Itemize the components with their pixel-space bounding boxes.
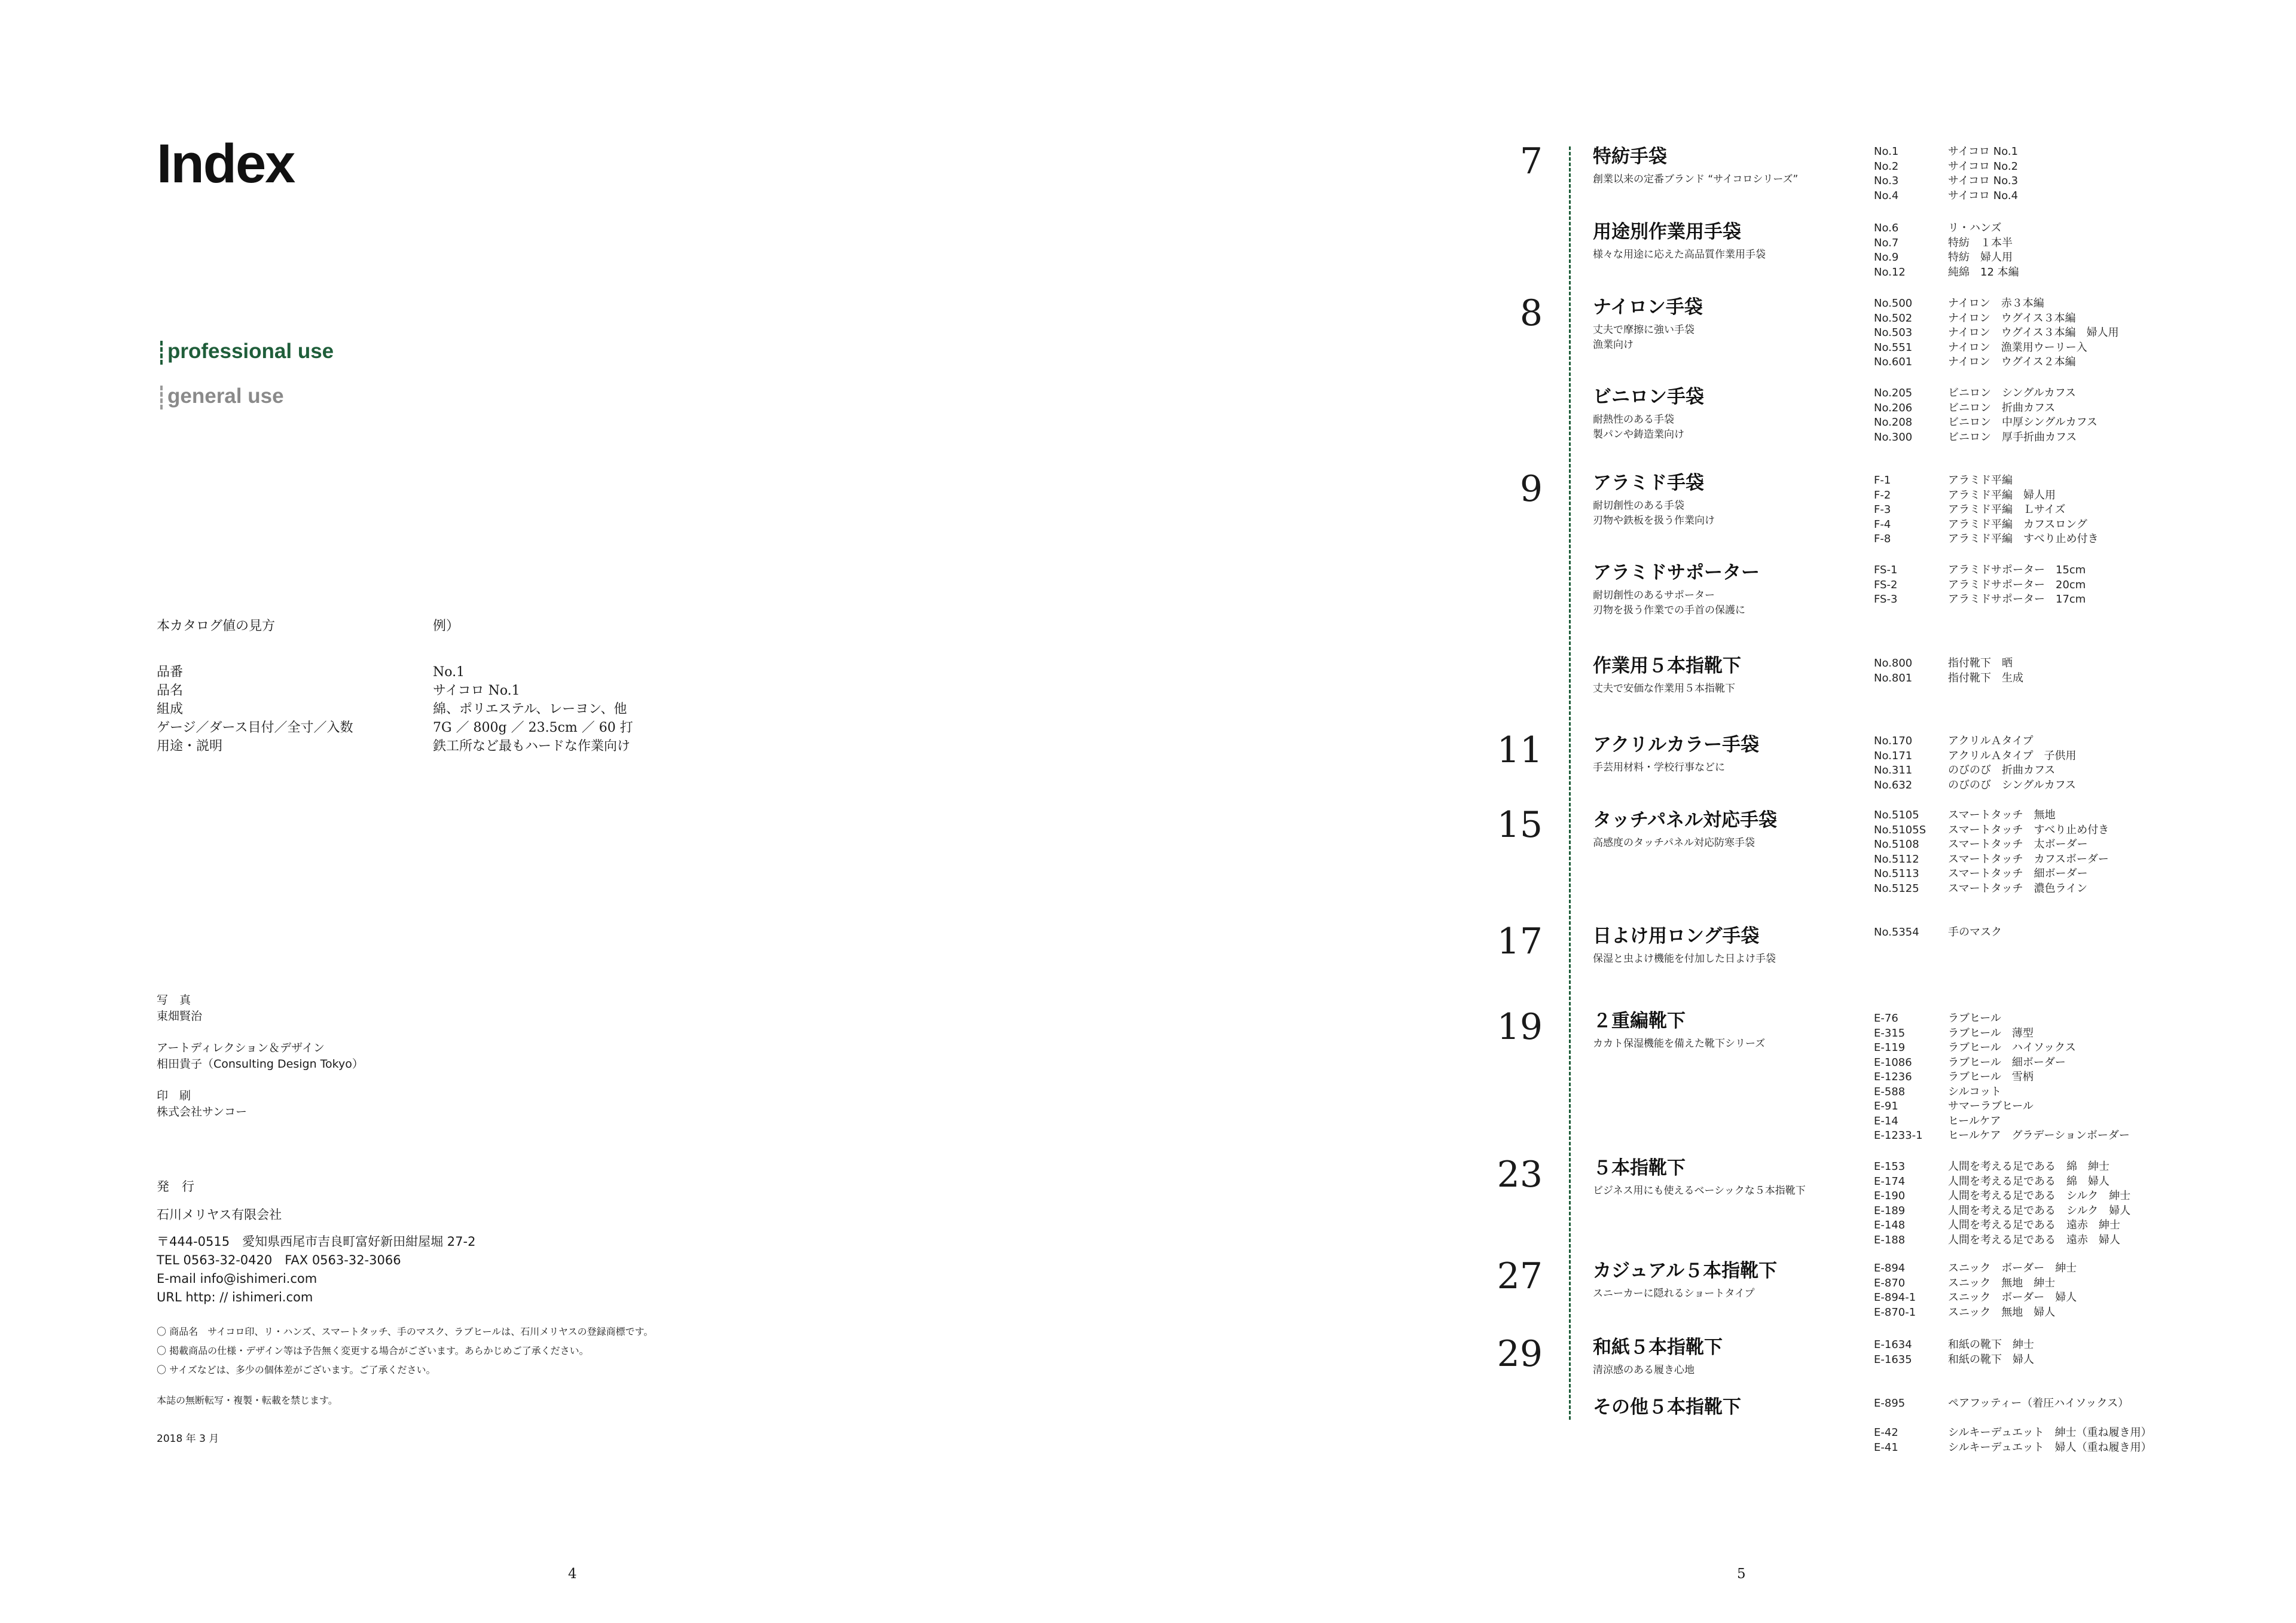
item-row: No.800 指付靴下 晒	[1874, 657, 2013, 670]
page-number-left: 4	[568, 1566, 577, 1582]
page-ref: 27	[1497, 1255, 1543, 1297]
legend-label: ゲージ／ダース目付／全寸／入数	[157, 720, 353, 735]
item-row: No.208 ビニロン 中厚シングルカフス	[1874, 416, 2097, 429]
item-row: E-1635 和紙の靴下 婦人	[1874, 1353, 2034, 1366]
publisher-caption: 発 行	[157, 1179, 194, 1194]
item-row: E-1634 和紙の靴下 紳士	[1874, 1338, 2034, 1351]
legend-value: サイコロ No.1	[433, 683, 520, 698]
copyright: 本誌の無断転写・複製・転載を禁じます。	[157, 1395, 338, 1406]
section-work-gloves: 用途別作業用手袋 様々な用途に応えた高品質作業用手袋	[1593, 221, 1766, 261]
item-row: E-190 人間を考える足である シルク 紳士	[1874, 1190, 2131, 1202]
item-row: No.801 指付靴下 生成	[1874, 671, 2023, 684]
publisher-info	[157, 1178, 475, 1307]
legend-value: 7G ／ 800g ／ 23.5cm ／ 60 打	[433, 720, 633, 735]
item-row: No.206 ビニロン 折曲カフス	[1874, 401, 2056, 414]
legend-values	[433, 617, 672, 756]
item-row: No.632 のびのび シングルカフス	[1874, 778, 2076, 791]
legend-header-value: 例）	[433, 619, 460, 634]
item-row: FS-1 アラミドサポーター 15cm	[1874, 564, 2086, 576]
item-row: F-2 アラミド平編 婦人用	[1874, 488, 2056, 502]
credit-design: アートディレクション＆デザイン 相田貴子（Consulting Design Tokyo）	[157, 1041, 364, 1071]
dashed-marker	[160, 341, 163, 365]
notes	[157, 1322, 653, 1380]
item-row: E-1233-1 ヒールケア グラデーションボーダー	[1874, 1129, 2130, 1142]
item-row: No.170 アクリルＡタイプ	[1874, 735, 2034, 747]
legend-labels	[157, 617, 408, 756]
item-row-spacer	[1874, 1411, 2152, 1426]
section-aramid-gloves: アラミド手袋 耐切創性のある手袋 刃物や鉄板を扱う作業向け	[1593, 472, 1715, 527]
item-row: No.5125 スマートタッチ 濃色ライン	[1874, 882, 2088, 895]
item-row: No.6 リ・ハンズ	[1874, 222, 2002, 234]
general-use-label: general use	[160, 384, 284, 409]
section-vinylon-gloves: ビニロン手袋 耐熱性のある手袋 製パンや鋳造業向け	[1593, 386, 1704, 441]
credit-photo: 写 真 東畑賢治	[157, 994, 203, 1023]
item-row: No.1 サイコロ No.1	[1874, 145, 2019, 158]
page-title: Index	[157, 133, 295, 194]
page-ref: 15	[1497, 804, 1543, 846]
items-five-toe-socks	[1874, 1160, 2130, 1248]
legend-label: 品名	[157, 683, 184, 698]
item-row: No.5113 スマートタッチ 細ボーダー	[1874, 867, 2088, 880]
item-row: E-91 サマーラブヒール	[1874, 1100, 2034, 1112]
item-row: E-1236 ラブヒール 雪柄	[1874, 1071, 2034, 1083]
item-row: E-870-1 スニック 無地 婦人	[1874, 1306, 2056, 1319]
legend-value: No.1	[433, 665, 465, 680]
page-ref: 8	[1519, 292, 1543, 334]
item-row: E-1086 ラブヒール 細ボーダー	[1874, 1056, 2066, 1069]
legend-label: 用途・説明	[157, 739, 223, 754]
item-row: No.300 ビニロン 厚手折曲カフス	[1874, 430, 2077, 444]
items-acrylic-gloves	[1874, 734, 2077, 793]
items-tokubo-gloves	[1874, 145, 2018, 203]
note: 〇 サイズなどは、多少の個体差がございます。ご了承ください。	[157, 1364, 436, 1376]
item-row: E-188 人間を考える足である 遠赤 婦人	[1874, 1233, 2120, 1246]
issue-date: 2018 年 3 月	[157, 1433, 219, 1445]
legend-header-label: 本カタログ値の見方	[157, 619, 276, 634]
section-touchpanel-gloves: タッチパネル対応手袋 高感度のタッチパネル対応防寒手袋	[1593, 809, 1778, 849]
item-row: F-1 アラミド平編	[1874, 474, 2013, 487]
items-casual-toe-socks	[1874, 1261, 2077, 1320]
section-casual-toe-socks: カジュアル５本指靴下 スニーカーに隠れるショートタイプ	[1593, 1260, 1778, 1300]
page-ref: 29	[1497, 1333, 1543, 1375]
section-work-toe-socks: 作業用５本指靴下 丈夫で安価な作業用５本指靴下	[1593, 655, 1741, 695]
items-nylon-gloves	[1874, 297, 2119, 370]
section-five-toe-socks: ５本指靴下 ビジネス用にも使えるベーシックな５本指靴下	[1593, 1157, 1806, 1197]
item-row: E-119 ラブヒール ハイソックス	[1874, 1041, 2076, 1054]
item-row: No.551 ナイロン 漁業用ウーリー入	[1874, 341, 2087, 354]
item-row: E-894-1 スニック ボーダー 婦人	[1874, 1291, 2077, 1304]
item-row: F-8 アラミド平編 すべり止め付き	[1874, 533, 2099, 545]
items-double-knit-socks	[1874, 1011, 2130, 1144]
item-row: No.171 アクリルＡタイプ 子供用	[1874, 749, 2077, 762]
publisher-address: 〒444-0515 愛知県西尾市吉良町富好新田紺屋堀 27-2	[157, 1234, 476, 1249]
credits	[157, 992, 364, 1136]
note: 〇 商品名 サイコロ印、リ・ハンズ、スマートタッチ、手のマスク、ラブヒールは、石川メリヤスの登録商標です。	[157, 1326, 654, 1337]
item-row: E-76 ラブヒール	[1874, 1012, 2001, 1025]
dashed-marker	[160, 386, 163, 409]
item-row: F-4 アラミド平編 カフスロング	[1874, 518, 2087, 531]
item-row: FS-2 アラミドサポーター 20cm	[1874, 578, 2086, 591]
item-row: F-3 アラミド平編 Ｌサイズ	[1874, 503, 2066, 516]
items-other-toe-socks	[1874, 1396, 2152, 1455]
page-ref: 23	[1497, 1154, 1543, 1196]
publisher-email: E-mail info@ishimeri.com	[157, 1271, 317, 1286]
item-row: E-588 シルコット	[1874, 1085, 2002, 1098]
item-row: No.205 ビニロン シングルカフス	[1874, 387, 2076, 399]
item-row: E-315 ラブヒール 薄型	[1874, 1026, 2034, 1040]
page-ref: 11	[1497, 729, 1543, 771]
item-row: No.5105 スマートタッチ 無地	[1874, 809, 2056, 821]
publisher-company: 石川メリヤス有限会社	[157, 1208, 282, 1222]
legend-value: 鉄工所など最もハードな作業向け	[433, 739, 631, 754]
section-other-toe-socks: その他５本指靴下	[1593, 1396, 1741, 1418]
items-touchpanel-gloves	[1874, 808, 2109, 896]
item-row: E-41 シルキーデュエット 婦人（重ね履き用）	[1874, 1441, 2152, 1454]
item-row: E-895 ペアフッティー（着圧ハイソックス）	[1874, 1397, 2129, 1410]
page-ref: 19	[1497, 1006, 1543, 1048]
item-row: No.500 ナイロン 赤３本編	[1874, 297, 2044, 310]
legend-label: 品番	[157, 665, 184, 680]
item-row: No.503 ナイロン ウグイス３本編 婦人用	[1874, 326, 2119, 339]
item-row: E-189 人間を考える足である シルク 婦人	[1874, 1204, 2131, 1217]
legend-label: 組成	[157, 702, 184, 717]
section-acrylic-gloves: アクリルカラー手袋 手芸用材料・学校行事などに	[1593, 734, 1760, 774]
section-tokubo-gloves: 特紡手袋 創業以来の定番ブランド “サイコロシリーズ”	[1593, 146, 1799, 185]
items-washi-toe-socks	[1874, 1338, 2034, 1367]
item-row: No.502 ナイロン ウグイス３本編	[1874, 311, 2076, 325]
dashed-divider	[1569, 146, 1571, 1420]
page-number-right: 5	[1737, 1566, 1746, 1582]
item-row: No.9 特紡 婦人用	[1874, 251, 2013, 264]
publisher-url: URL http: // ishimeri.com	[157, 1290, 313, 1304]
item-row: E-870 スニック 無地 紳士	[1874, 1276, 2056, 1289]
item-row: No.4 サイコロ No.4	[1874, 189, 2019, 202]
item-row: E-14 ヒールケア	[1874, 1114, 2001, 1127]
item-row: No.12 純綿 12 本編	[1874, 265, 2019, 279]
publisher-phone: TEL 0563-32-0420 FAX 0563-32-3066	[157, 1253, 401, 1267]
item-row: E-153 人間を考える足である 綿 紳士	[1874, 1160, 2109, 1173]
items-work-gloves	[1874, 221, 2019, 280]
item-row: No.311 のびのび 折曲カフス	[1874, 764, 2056, 777]
item-row: E-894 スニック ボーダー 紳士	[1874, 1262, 2077, 1274]
item-row: No.7 特紡 １本半	[1874, 236, 2013, 249]
item-row: No.3 サイコロ No.3	[1874, 175, 2019, 187]
item-row: No.5112 スマートタッチ カフスボーダー	[1874, 852, 2109, 866]
page-ref: 9	[1519, 468, 1543, 510]
item-row: E-174 人間を考える足である 綿 婦人	[1874, 1175, 2109, 1188]
section-washi-toe-socks: 和紙５本指靴下 清涼感のある履き心地	[1593, 1337, 1723, 1376]
section-aramid-supporter: アラミドサポーター 耐切創性のあるサポーター 刃物を扱う作業での手首の保護に	[1593, 562, 1760, 616]
note: 〇 掲載商品の仕様・デザイン等は予告無く変更する場合がございます。あらかじめご了承ください。	[157, 1345, 589, 1356]
items-work-toe-socks	[1874, 656, 2023, 686]
item-row: No.5108 スマートタッチ 太ボーダー	[1874, 838, 2088, 851]
item-row: No.2 サイコロ No.2	[1874, 160, 2019, 173]
legend-value: 綿、ポリエステル、レーヨン、他	[433, 702, 627, 717]
section-uv-long-gloves: 日よけ用ロング手袋 保湿と虫よけ機能を付加した日よけ手袋	[1593, 925, 1776, 965]
items-aramid-gloves	[1874, 473, 2099, 547]
section-nylon-gloves: ナイロン手袋 丈夫で摩擦に強い手袋 漁業向け	[1593, 297, 1703, 351]
credit-print: 印 刷 株式会社サンコー	[157, 1089, 248, 1118]
item-row: FS-3 アラミドサポーター 17cm	[1874, 593, 2086, 606]
item-row: No.601 ナイロン ウグイス２本編	[1874, 356, 2076, 368]
item-row: No.5354 手のマスク	[1874, 926, 2002, 939]
professional-use-label: professional use	[160, 340, 334, 365]
item-row: E-42 シルキーデュエット 紳士（重ね履き用）	[1874, 1426, 2152, 1439]
items-aramid-supporter	[1874, 563, 2086, 607]
section-double-knit-socks: ２重編靴下 カカト保湿機能を備えた靴下シリーズ	[1593, 1010, 1766, 1050]
item-row: E-148 人間を考える足である 遠赤 紳士	[1874, 1219, 2120, 1231]
items-vinylon-gloves	[1874, 386, 2097, 445]
page-ref: 7	[1519, 140, 1543, 182]
items-uv-long-gloves	[1874, 925, 2002, 940]
item-row: No.5105S スマートタッチ すべり止め付き	[1874, 823, 2109, 836]
page-ref: 17	[1497, 921, 1543, 962]
